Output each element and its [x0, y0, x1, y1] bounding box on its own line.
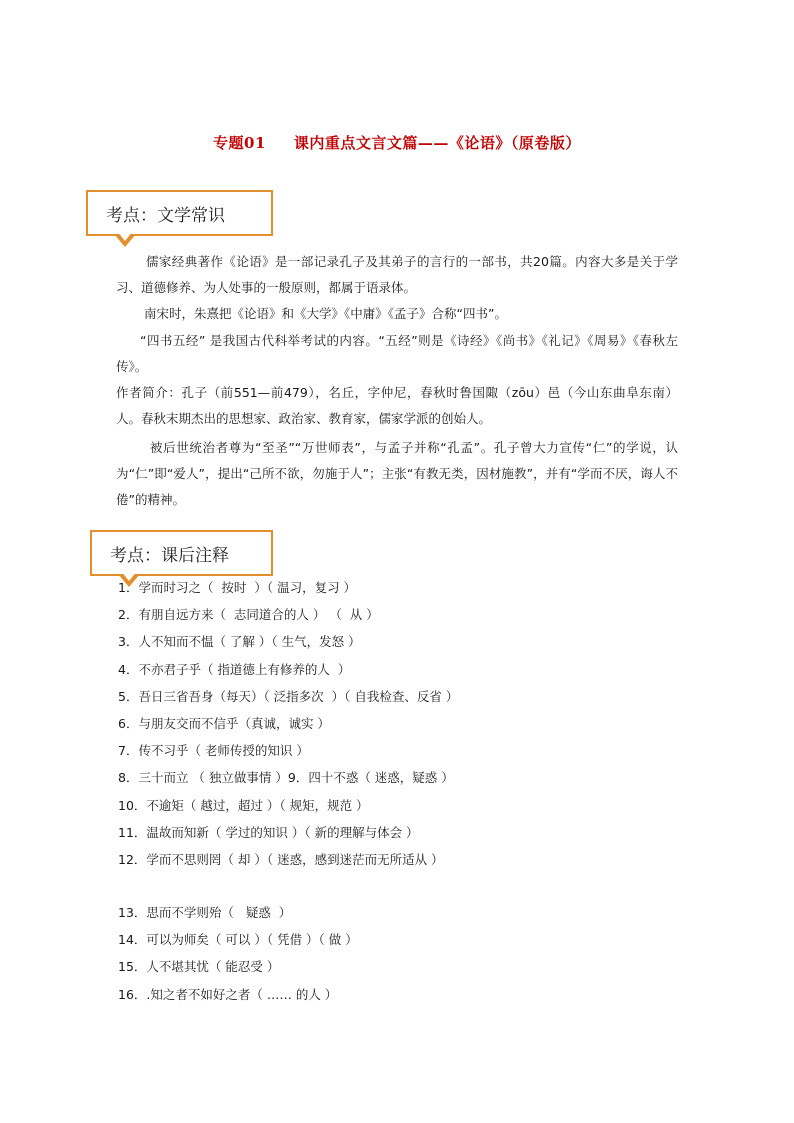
annotation-list: [118, 574, 678, 873]
paragraph-five-classics: “四书五经” 是我国古代科举考试的内容。“五经”则是《诗经》《尚书》《礼记》《周易》《春秋左传》。: [116, 333, 678, 374]
list-item: 13．思而不学则殆（ 疑惑 ）: [118, 905, 292, 920]
paragraph-author-intro: 作者简介：孔子（前551—前479），名丘，字仲尼，春秋时鲁国陬（zōu）邑（今山东曲阜东南）人。春秋末期杰出的思想家、政治家、教育家，儒家学派的创始人。: [116, 385, 678, 426]
list-item: 5．吾日三省吾身（每天）（ 泛指多次 ）（ 自我检查、反省 ）: [118, 688, 459, 704]
paragraph-lunyu-intro: 儒家经典著作《论语》是一部记录孔子及其弟子的言行的一部书，共20篇。内容大多是关于学习、道德修养、为人处事的一般原则，都属于语录体。: [116, 254, 678, 295]
topic-number: 专题01: [213, 134, 266, 152]
list-item: 14．可以为师矣（ 可以 ）（ 凭借 ）（ 做 ）: [118, 932, 358, 948]
section-callout-literature: [86, 190, 273, 236]
annotation-list-continued: [118, 899, 678, 1008]
list-item: 16．.知之者不如好之者（ …… 的人 ）: [118, 986, 338, 1002]
list-item: 2．有朋自远方来（ 志同道合的人 ） （ 从 ）: [118, 607, 379, 623]
list-item: 10．不逾矩（ 越过，超过 ）（ 规矩，规范 ）: [118, 797, 369, 813]
section-callout-annotations: [90, 530, 273, 576]
list-item: 1．学而时习之（ 按时 ）（ 温习，复习 ）: [118, 580, 357, 595]
paragraph-confucius-legacy: 被后世统治者尊为“至圣”“万世师表”，与孟子并称“孔孟”。孔子曾大力宣传“仁”的学说，认为“仁”即“爱人”，提出“己所不欲，勿施于人”；主张“有教无类，因材施教”，并有“学而不厌，诲人不倦”的精神。: [116, 440, 678, 507]
section-label: 考点：课后注释: [110, 545, 229, 566]
list-item: 7．传不习乎（ 老师传授的知识 ）: [118, 743, 309, 759]
list-item: 11．温故而知新（ 学过的知识 ）（ 新的理解与体会 ）: [118, 824, 419, 840]
list-item: 8．三十而立 （ 独立做事情 ）9．四十不惑（ 迷惑，疑惑 ）: [118, 770, 454, 786]
list-item: 6．与朋友交而不信乎（真诚，诚实 ）: [118, 715, 330, 731]
list-item: 3．人不知而不愠（ 了解 ）（ 生气，发怒 ）: [118, 634, 361, 650]
topic-title: 课内重点文言文篇——《论语》（原卷版）: [293, 134, 581, 152]
list-item: 12．学而不思则罔（ 却 ）（ 迷惑，感到迷茫而无所适从 ）: [118, 851, 444, 867]
page-title: [0, 132, 794, 153]
list-item: 4．不亦君子乎（ 指道德上有修养的人 ）: [118, 661, 351, 677]
paragraph-four-books: 南宋时，朱熹把《论语》和《大学》《中庸》《孟子》合称“四书”。: [144, 306, 507, 321]
section-label: 考点：文学常识: [106, 205, 225, 226]
callout-tail: [114, 234, 136, 247]
list-item: 15．人不堪其忧（ 能忍受 ）: [118, 959, 280, 975]
